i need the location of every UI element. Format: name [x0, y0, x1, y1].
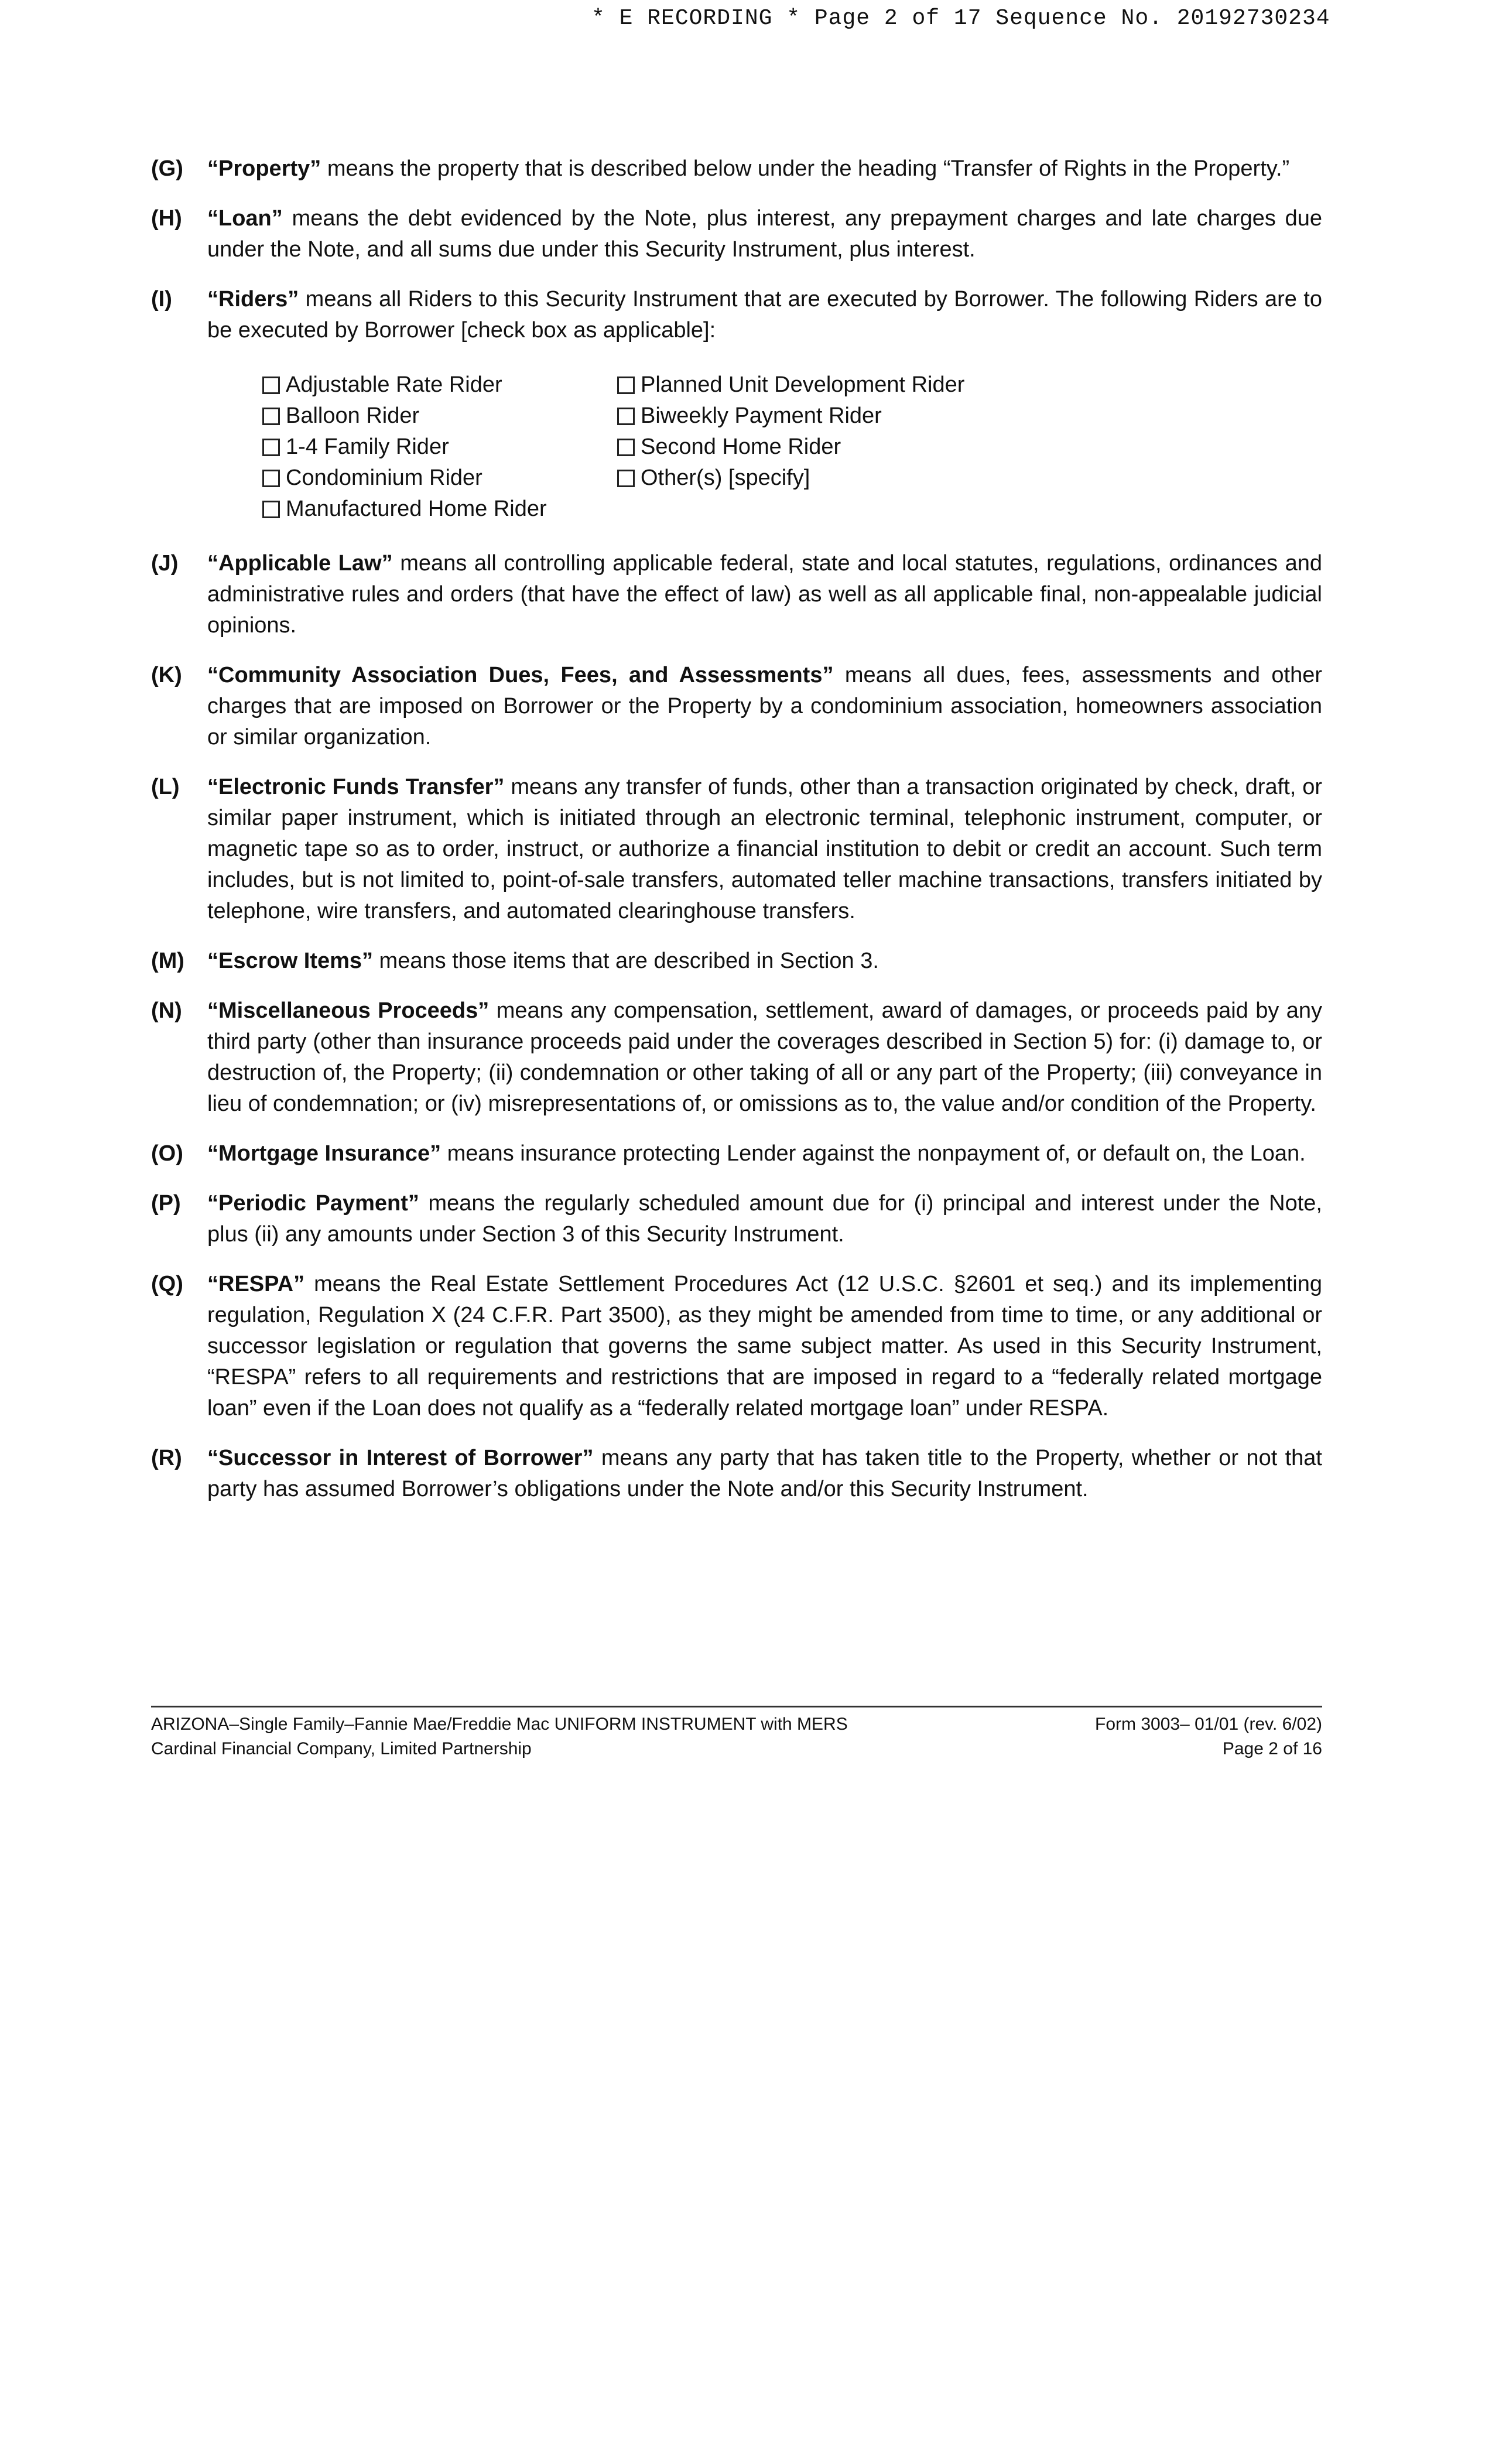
definition-text: means all Riders to this Security Instrument that are executed by Borrower. The following Riders are to be executed by Borrower [check box as applicable]: [207, 287, 1322, 343]
rider-label: Planned Unit Development Rider [641, 372, 965, 397]
definition-text: means the Real Estate Settlement Procedures Act (12 U.S.C. §2601 et seq.) and its implementing regulation, Regulation X (24 C.F.R. Part 3500), as they might be amended from time to time, or any additional or successor legislation or regulation that governs the same subject matter. As used in this Security Instrument, “RESPA” refers to all requirements and restrictions that are imposed in regard to a “federally related mortgage loan” even if the Loan does not qualify as a “federally related mortgage loan” under RESPA. [207, 1272, 1322, 1421]
definition-letter: (O) [151, 1141, 183, 1166]
definition-text: means all dues, fees, assessments and other charges that are imposed on Borrower or the Property by a condominium association, homeowners association or similar organization. [207, 663, 1322, 750]
definition-g [151, 153, 1322, 184]
checkbox[interactable] [617, 470, 635, 487]
footer-form-number: Form 3003– 01/01 (rev. 6/02) [1095, 1714, 1322, 1734]
definition-term: “Successor in Interest of Borrower” [207, 1446, 594, 1470]
definition-p [151, 1188, 1322, 1250]
rider-label: Other(s) [specify] [641, 466, 810, 490]
footer-row [151, 1712, 1322, 1737]
checkbox[interactable] [262, 470, 280, 487]
checkbox[interactable] [617, 377, 635, 394]
definition-term: “Mortgage Insurance” [207, 1141, 442, 1166]
definition-n [151, 995, 1322, 1120]
definition-text: means the property that is described below under the heading “Transfer of Rights in the Property.” [321, 156, 1290, 181]
definition-term: “Periodic Payment” [207, 1191, 419, 1216]
rider-label: Manufactured Home Rider [286, 497, 547, 521]
checkbox[interactable] [262, 439, 280, 456]
rider-balloon[interactable] [262, 401, 617, 432]
definition-term: “Miscellaneous Proceeds” [207, 998, 490, 1023]
definition-term: “RESPA” [207, 1272, 305, 1296]
definition-text: means all controlling applicable federal, state and local statutes, regulations, ordinances and administrative rules and orders (that have the effect of law) as well as all applicable final, non-appealable judicial opinions. [207, 551, 1322, 638]
rider-1-4-family[interactable] [262, 432, 617, 463]
riders-checklist [262, 369, 1322, 525]
footer-form-title: ARIZONA–Single Family–Fannie Mae/Freddie Mac UNIFORM INSTRUMENT with MERS [151, 1714, 848, 1734]
footer-page-number: Page 2 of 16 [1222, 1739, 1322, 1758]
rider-second-home[interactable] [617, 432, 980, 463]
definition-q [151, 1269, 1322, 1424]
checkbox[interactable] [262, 501, 280, 518]
definition-term: “Riders” [207, 287, 299, 312]
definition-letter: (P) [151, 1191, 181, 1216]
definition-i [151, 284, 1322, 346]
definition-term: “Electronic Funds Transfer” [207, 775, 505, 799]
checkbox[interactable] [617, 439, 635, 456]
rider-label: Second Home Rider [641, 434, 841, 459]
rider-adjustable-rate[interactable] [262, 369, 617, 401]
rider-label: Biweekly Payment Rider [641, 403, 882, 428]
definition-text: means the regularly scheduled amount due for (i) principal and interest under the Note, plus (ii) any amounts under Section 3 of this Security Instrument. [207, 1191, 1322, 1247]
definition-term: “Property” [207, 156, 321, 181]
definition-h [151, 203, 1322, 265]
definition-letter: (N) [151, 998, 182, 1023]
definition-l [151, 772, 1322, 927]
definition-letter: (Q) [151, 1272, 183, 1296]
checkbox[interactable] [262, 377, 280, 394]
checkbox[interactable] [617, 408, 635, 425]
footer-lender-name: Cardinal Financial Company, Limited Partnership [151, 1739, 532, 1758]
definition-letter: (H) [151, 206, 182, 231]
footer-row [151, 1737, 1322, 1761]
definition-o [151, 1138, 1322, 1169]
definition-letter: (J) [151, 551, 179, 576]
definition-text: means any compensation, settlement, award of damages, or proceeds paid by any third party (other than insurance proceeds paid under the coverages described in Section 5) for: (i) damage to, or destruction of, the Property; (ii) condemnation or other taking of all or any part of the Property; (iii) conveyance in lieu of condemnation; or (iv) misrepresentations of, or omissions as to, the value and/or condition of the Property. [207, 998, 1323, 1116]
rider-other[interactable] [617, 463, 980, 494]
definition-letter: (G) [151, 156, 183, 181]
definition-m [151, 946, 1322, 977]
checkbox[interactable] [262, 408, 280, 425]
rider-label: Adjustable Rate Rider [286, 372, 502, 397]
definition-text: means any transfer of funds, other than a transaction originated by check, draft, or similar paper instrument, which is initiated through an electronic terminal, telephonic instrument, computer, or magnetic tape so as to order, instruct, or authorize a financial institution to debit or credit an account. Such term includes, but is not limited to, point-of-sale transfers, automated teller machine transactions, transfers initiated by telephone, wire transfers, and automated clearinghouse transfers. [207, 775, 1322, 923]
definition-term: “Community Association Dues, Fees, and Assessments” [207, 663, 834, 687]
form-footer [151, 1706, 1322, 1761]
definition-r [151, 1443, 1322, 1505]
rider-label: Balloon Rider [286, 403, 420, 428]
definition-letter: (R) [151, 1446, 182, 1470]
definition-letter: (M) [151, 949, 184, 973]
definition-text: means insurance protecting Lender against the nonpayment of, or default on, the Loan. [441, 1141, 1306, 1166]
rider-planned-unit-development[interactable] [617, 369, 980, 401]
definition-text: means any party that has taken title to the Property, whether or not that party has assumed Borrower’s obligations under the Note and/or this Security Instrument. [207, 1446, 1322, 1501]
rider-label: Condominium Rider [286, 466, 482, 490]
definitions-section [151, 153, 1322, 1524]
rider-label: 1-4 Family Rider [286, 434, 449, 459]
rider-biweekly-payment[interactable] [617, 401, 980, 432]
definition-text: means the debt evidenced by the Note, plus interest, any prepayment charges and late charges due under the Note, and all sums due under this Security Instrument, plus interest. [207, 206, 1322, 262]
definition-j [151, 548, 1322, 641]
recording-header: * E RECORDING * Page 2 of 17 Sequence No. 20192730234 [591, 6, 1330, 31]
rider-condominium[interactable] [262, 463, 617, 494]
rider-manufactured-home[interactable] [262, 494, 617, 525]
definition-letter: (K) [151, 663, 182, 687]
definition-k [151, 660, 1322, 753]
definition-letter: (L) [151, 775, 180, 799]
definition-term: “Escrow Items” [207, 949, 373, 973]
definition-term: “Loan” [207, 206, 283, 231]
definition-term: “Applicable Law” [207, 551, 393, 576]
definition-letter: (I) [151, 287, 172, 312]
definition-text: means those items that are described in Section 3. [373, 949, 879, 973]
